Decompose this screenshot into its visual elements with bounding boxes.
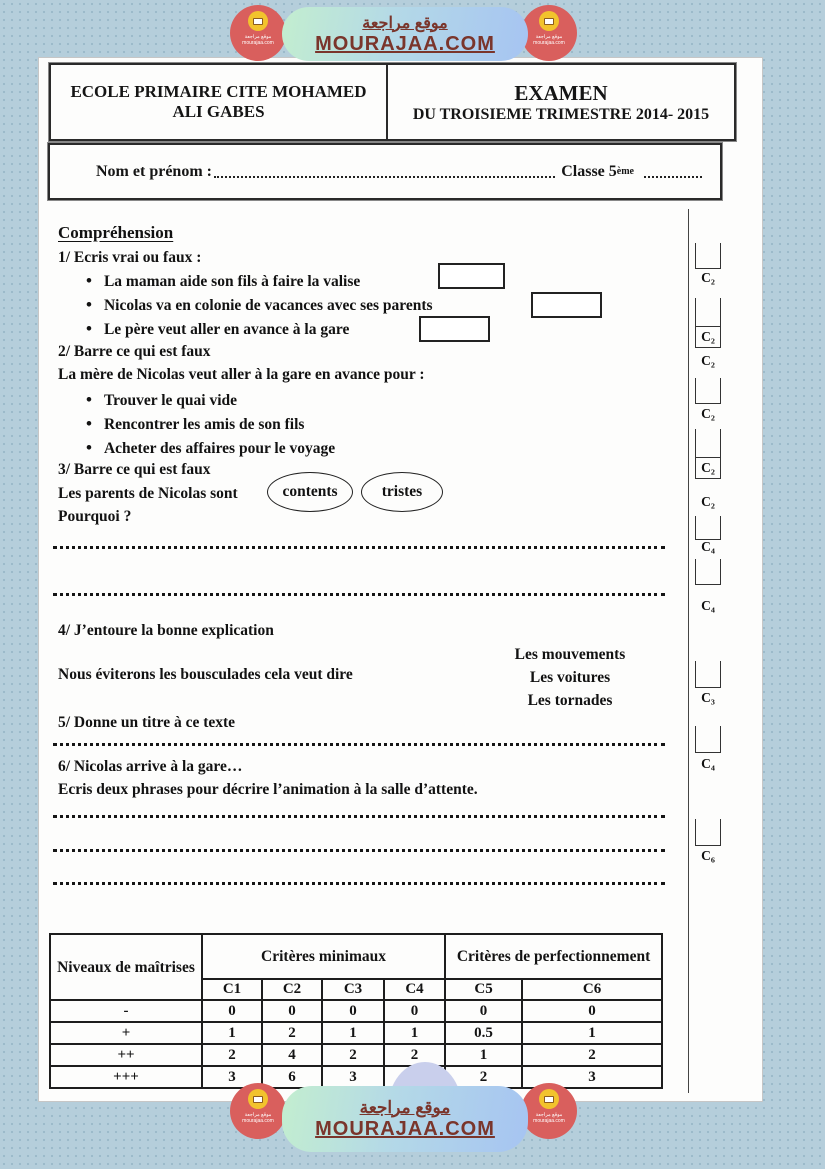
answer-line[interactable]	[53, 591, 665, 596]
table-row	[50, 1066, 662, 1088]
score-box	[695, 819, 721, 846]
site-banner-domain: MOURAJAA.COM	[315, 1117, 495, 1140]
site-banner-link[interactable]	[282, 1086, 528, 1152]
answer-line[interactable]	[53, 847, 665, 852]
name-label: Nom et prénom :	[96, 162, 212, 180]
true-false-box[interactable]	[531, 292, 602, 318]
school-name: ECOLE PRIMAIRE CITE MOHAMED ALI GABES	[51, 65, 388, 139]
site-logo-badge[interactable]	[521, 5, 577, 61]
table-row	[50, 1000, 662, 1022]
q2-item: • Rencontrer les amis de son fils	[86, 414, 304, 434]
score-box	[695, 378, 721, 404]
score-label: C₃	[701, 690, 715, 705]
value-cell: 2	[262, 1022, 322, 1044]
score-box	[695, 516, 721, 540]
value-cell: 0	[262, 1000, 322, 1022]
name-answer-line[interactable]	[214, 166, 555, 178]
book-icon	[539, 11, 559, 31]
class-label: Classe 5	[561, 162, 617, 180]
value-cell: 2	[384, 1044, 445, 1066]
site-logo-badge[interactable]	[230, 1083, 286, 1139]
site-banner-link[interactable]	[282, 7, 528, 61]
identity-box	[48, 143, 722, 200]
value-cell: 6	[262, 1066, 322, 1088]
q5-title: 5/ Donne un titre à ce texte	[58, 714, 236, 731]
criterion-header: C1	[202, 979, 262, 1000]
score-label: C₂	[701, 406, 715, 421]
value-cell: 3	[202, 1066, 262, 1088]
site-banner-arabic: موقع مراجعة	[359, 1097, 451, 1117]
answer-line[interactable]	[53, 880, 665, 885]
answer-line[interactable]	[53, 544, 665, 549]
score-box	[695, 726, 721, 753]
exam-title: EXAMEN	[514, 80, 608, 105]
q4-options	[480, 643, 660, 712]
score-box	[695, 243, 721, 269]
q2-title: 2/ Barre ce qui est faux	[58, 343, 211, 360]
value-cell: 1	[384, 1022, 445, 1044]
q6-stem: Ecris deux phrases pour décrire l’animation à la salle d’attente.	[58, 781, 478, 798]
answer-line[interactable]	[53, 813, 665, 818]
score-box	[695, 661, 721, 688]
value-cell: 1	[322, 1022, 384, 1044]
table-row	[50, 1022, 662, 1044]
site-banner-arabic: موقع مراجعة	[362, 14, 448, 32]
level-cell: +	[50, 1022, 202, 1044]
level-cell: +++	[50, 1066, 202, 1088]
q3-prompt: Pourquoi ?	[58, 508, 132, 525]
class-answer-line[interactable]	[644, 166, 702, 178]
score-box	[695, 429, 721, 479]
book-icon	[539, 1089, 559, 1109]
q2-item: • Acheter des affaires pour le voyage	[86, 438, 335, 458]
badge-text: موقع مراجعة mourajaa.com	[533, 34, 565, 46]
value-cell: 1	[202, 1022, 262, 1044]
value-cell: 4	[262, 1044, 322, 1066]
score-label: C₆	[701, 848, 715, 863]
exam-subtitle: DU TROISIEME TRIMESTRE 2014- 2015	[412, 105, 710, 123]
q3-stem: Les parents de Nicolas sont	[58, 485, 238, 502]
score-margin-rule	[688, 209, 689, 1093]
score-label: C₄	[701, 598, 715, 613]
score-label: C₂	[701, 353, 715, 368]
book-icon	[248, 1089, 268, 1109]
table-header-minimal: Critères minimaux	[202, 934, 445, 979]
q1-item: • Nicolas va en colonie de vacances avec ses parents	[86, 295, 433, 315]
class-suffix: ème	[616, 166, 634, 177]
q4-option[interactable]: Les voitures	[529, 669, 611, 686]
exam-sheet	[38, 57, 763, 1102]
q4-option[interactable]: Les tornades	[527, 692, 613, 709]
q6-title: 6/ Nicolas arrive à la gare…	[58, 758, 243, 775]
score-box	[695, 559, 721, 585]
section-title: Compréhension	[58, 223, 174, 242]
criterion-header: C6	[522, 979, 662, 1000]
table-header-levels: Niveaux de maîtrises	[50, 934, 202, 1000]
score-label: C₂	[696, 326, 720, 347]
value-cell: 2	[445, 1066, 522, 1088]
value-cell: 2	[202, 1044, 262, 1066]
level-cell: -	[50, 1000, 202, 1022]
q3-title: 3/ Barre ce qui est faux	[58, 461, 211, 478]
value-cell: 2	[522, 1044, 662, 1066]
q2-item: • Trouver le quai vide	[86, 390, 237, 410]
book-icon	[248, 11, 268, 31]
criterion-header: C3	[322, 979, 384, 1000]
table-header-perfect: Critères de perfectionnement	[445, 934, 662, 979]
q1-title: 1/ Ecris vrai ou faux :	[58, 249, 202, 266]
exam-header	[49, 63, 736, 141]
criterion-header: C2	[262, 979, 322, 1000]
score-box	[695, 298, 721, 348]
value-cell: 3	[522, 1066, 662, 1088]
criterion-header: C4	[384, 979, 445, 1000]
score-label: C₂	[701, 270, 715, 285]
badge-text: موقع مراجعة mourajaa.com	[533, 1112, 565, 1124]
criteria-table	[49, 933, 663, 1089]
site-logo-badge[interactable]	[521, 1083, 577, 1139]
exam-title-block	[388, 65, 734, 139]
table-row	[50, 1044, 662, 1066]
value-cell: 0.5	[445, 1022, 522, 1044]
q1-item: • Le père veut aller en avance à la gare	[86, 319, 349, 339]
q4-title: 4/ J’entoure la bonne explication	[58, 622, 274, 639]
badge-text: موقع مراجعة mourajaa.com	[242, 34, 274, 46]
badge-text: موقع مراجعة mourajaa.com	[242, 1112, 274, 1124]
q1-item: • La maman aide son fils à faire la valise	[86, 271, 360, 291]
answer-line[interactable]	[53, 741, 665, 746]
score-label: C₄	[701, 539, 715, 554]
score-label: C₂	[696, 457, 720, 478]
value-cell: 1	[445, 1044, 522, 1066]
q4-stem: Nous éviterons les bousculades cela veut dire	[58, 666, 353, 683]
value-cell: 0	[322, 1000, 384, 1022]
q3-choice-tristes[interactable]: tristes	[361, 472, 443, 512]
score-label: C₂	[701, 494, 715, 509]
q2-stem: La mère de Nicolas veut aller à la gare en avance pour :	[58, 366, 425, 383]
q3-choice-contents[interactable]: contents	[267, 472, 353, 512]
value-cell: 0	[384, 1000, 445, 1022]
true-false-box[interactable]	[419, 316, 490, 342]
value-cell: 3	[322, 1066, 384, 1088]
level-cell: ++	[50, 1044, 202, 1066]
site-banner-domain: MOURAJAA.COM	[315, 32, 495, 55]
true-false-box[interactable]	[438, 263, 505, 289]
q4-option[interactable]: Les mouvements	[514, 646, 626, 663]
value-cell: 0	[445, 1000, 522, 1022]
criterion-header: C5	[445, 979, 522, 1000]
value-cell: 0	[522, 1000, 662, 1022]
value-cell: 1	[522, 1022, 662, 1044]
value-cell: 2	[322, 1044, 384, 1066]
site-logo-badge[interactable]	[230, 5, 286, 61]
score-label: C₄	[701, 756, 715, 771]
value-cell: 0	[202, 1000, 262, 1022]
